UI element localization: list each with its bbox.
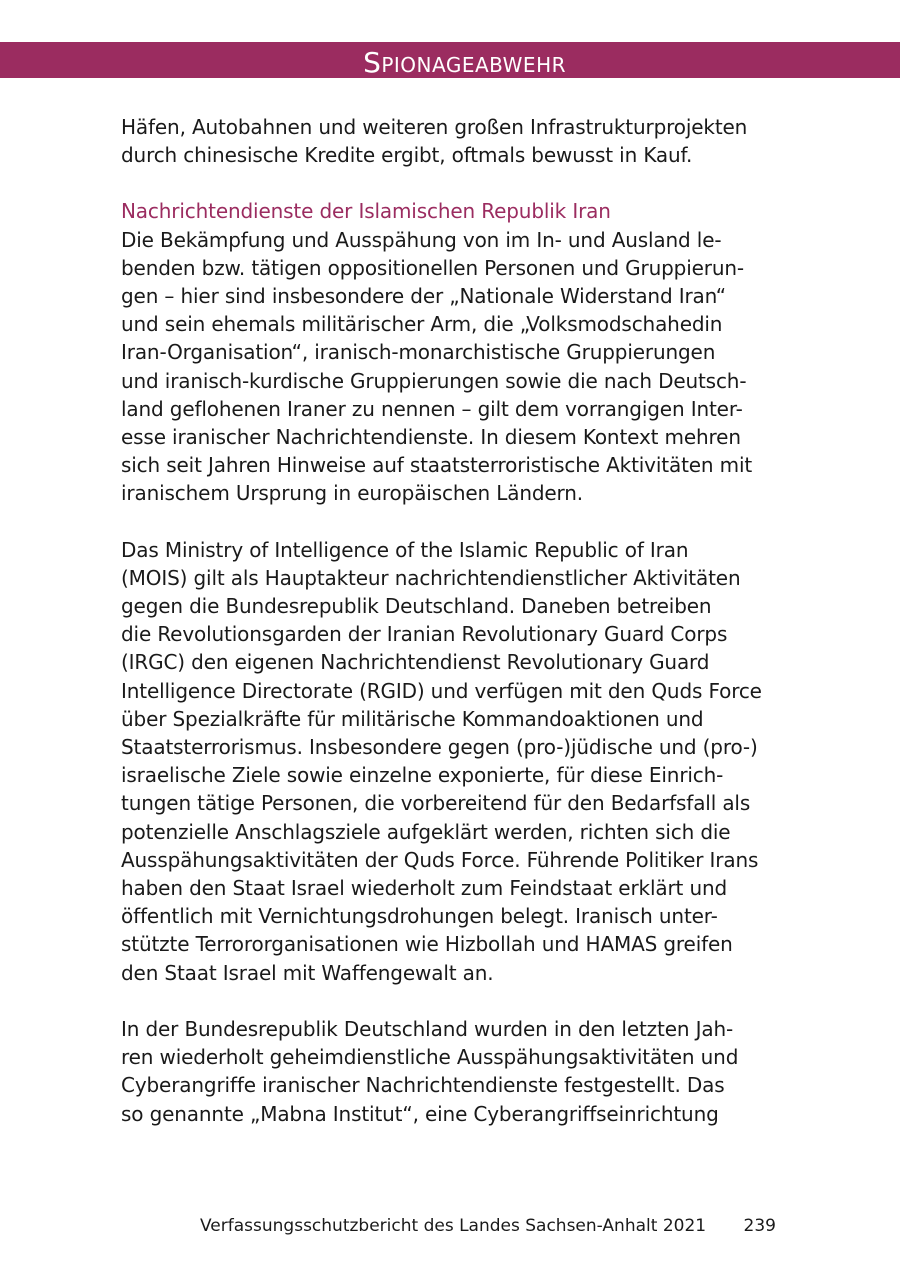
section-header-band <box>0 42 900 78</box>
section-title: Spionageabwehr <box>363 46 566 79</box>
page-body <box>121 113 801 1128</box>
page-number: 239 <box>743 1216 776 1236</box>
publication-title: Verfassungsschutzbericht des Landes Sachsen-Anhalt 2021 <box>200 1216 707 1236</box>
body-paragraph: Das Ministry of Intelligence of the Islamic Republic of Iran (MOIS) gilt als Hauptakteur nachrichtendienstlicher Aktivitäten gegen die Bundesrepublik Deutschland. Daneben betreiben die Revolutionsgarden der Iranian Revolutionary Guard Corps (IRGC) den eigenen Nachrichtendienst Revolutionary Guard Intelligence Directorate (RGID) und verfügen mit den Quds Force über Spezialkräfte für militärische Kommandoaktionen und Staatsterrorismus. Insbesondere gegen (pro-)jüdische und (pro-) israelische Ziele sowie einzelne exponierte, für diese Einrich- tungen tätige Personen, die vorbereitend für den Bedarfsfall als potenzielle Anschlagsziele aufgeklärt werden, richten sich die Ausspähungsaktivitäten der Quds Force. Führende Politiker Irans haben den Staat Israel wiederholt zum Feindstaat erklärt und öffentlich mit Vernichtungsdrohungen belegt. Iranisch unter- stützte Terrororganisationen wie Hizbollah und HAMAS greifen den Staat Israel mit Waffengewalt an. <box>121 537 762 985</box>
body-paragraph: Die Bekämpfung und Ausspähung von im In- und Ausland le- benden bzw. tätigen oppositionellen Personen und Gruppierun- gen – hier sind insbesondere der „Nationale Widerstand Iran“ und sein ehemals militärischer Arm, die „Volksmodschahedin Iran-Organisation“, iranisch-monarchistische Gruppierungen und iranisch-kurdische Gruppierungen sowie die nach Deutsch- land geflohenen Iraner zu nennen – gilt dem vorrangigen Inter- esse iranischer Nachrichtendienste. In diesem Kontext mehren sich seit Jahren Hinweise auf staatsterroristische Aktivitäten mit iranischem Ursprung in europäischen Ländern. <box>121 227 753 506</box>
body-paragraph: In der Bundesrepublik Deutschland wurden in den letzten Jah- ren wiederholt geheimdienstliche Ausspähungsaktivitäten und Cyberangriffe iranischer Nachrichtendienste festgestellt. Das so genannte „Mabna Institut“, eine Cyberangriffseinrichtung <box>121 1016 739 1126</box>
paragraph-spacer <box>121 508 801 536</box>
section-subheading: Nachrichtendienste der Islamischen Republik Iran <box>121 199 611 224</box>
paragraph-spacer <box>121 987 801 1015</box>
body-paragraph: Häfen, Autobahnen und weiteren großen Infrastrukturprojekten durch chinesische Kredite ergibt, oftmals bewusst in Kauf. <box>121 115 748 168</box>
paragraph-spacer <box>121 169 801 197</box>
